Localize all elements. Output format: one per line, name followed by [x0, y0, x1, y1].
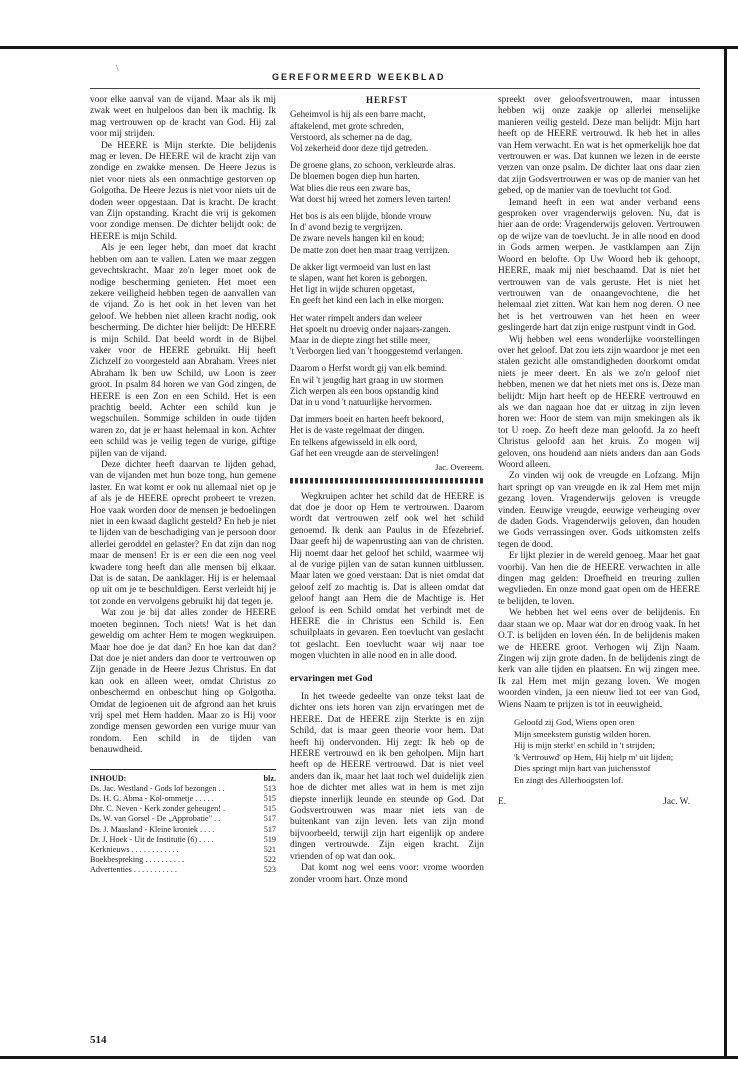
toc-item-page: 517 — [263, 814, 276, 824]
body-paragraph: Zo vinden wij ook de vreugde en Lofzang. Mijn hart springt op van vreugde en ik zal Hem met mijn gezang loven. Vragenderwijs geloven is vreugde vinden. Eeuwige vreugde, eeuwige verheuging over de daden Gods. Vragenderwijs geloven, dan houden we Gods verrassingen over. Gods uitkomsten zelfs tegen de dood. — [498, 471, 700, 550]
toc-item — [90, 865, 276, 875]
closing-poem-line: 'k Vertrouwd' op Hem, Hij hielp m' uit lijden; — [514, 751, 674, 762]
toc-item — [90, 814, 276, 824]
toc-item-page: 515 — [263, 793, 276, 803]
poem-title: HERFST — [365, 95, 408, 105]
poem-stanza — [290, 313, 484, 358]
toc-item-title: Ds. J. Maasland - Kleine kroniek . . . . — [90, 824, 215, 834]
poem-line: Het ligt in wijde schuren opgetast, — [290, 284, 415, 295]
middle-paragraphs-b — [290, 692, 484, 886]
body-paragraph: In het tweede gedeelte van onze tekst laat de dichter ons iets horen van zijn ervaringen met de HEERE. Dat de HEERE zijn Sterkte is en zijn Schild, dat is maar geen theorie voor hem. Dat heeft hij ondervonden. Hij zegt: Ik heb op de HEERE vertrouwd en ik ben geholpen. Mijn hart heeft op de HEERE vertrouwd. Dat is niet veel anders dan ik, maar het laat toch wel duidelijk zien hoe de dichter met alles wat in hem is met zijn diepste innerlijk leunde en steunde op God. Dat Godsvertrouwen was maar niet iets van de buitenkant van zijn leven. Iets van zijn mond bijvoorbeeld, terwijl zijn hart eigenlijk op andere dingen vertrouwde. Zijn eigen kracht. Zijn vrienden of op wat dan ook. — [290, 692, 484, 862]
toc-item-title: Ds. Jac. Westland - Gods lof bezongen . . — [90, 783, 225, 793]
poem-line: Het water rimpelt anders dan weleer — [290, 312, 423, 323]
top-border-rule — [0, 46, 738, 49]
toc-item-title: Boekbespreking . . . . . . . . . . — [90, 855, 185, 865]
poem-line: aftakelend, met grote schreden, — [290, 120, 404, 131]
poem-line: Gaf het een vreugde aan de stervelingen! — [290, 447, 439, 458]
poem-line: Maar in de diepte zingt het stille meer, — [290, 335, 431, 346]
right-column — [498, 95, 700, 808]
right-paragraphs — [498, 95, 700, 711]
toc-item-page: 517 — [263, 824, 276, 834]
body-paragraph: Dat komt nog wel eens voor: vrome woorden zonder vroom hart. Onze mond — [290, 863, 484, 885]
toc-heading: INHOUD: — [90, 773, 127, 783]
toc-page-heading: blz. — [263, 773, 276, 783]
middle-column — [290, 95, 484, 886]
body-paragraph: Wat zou je bij dat alles zonder de HEERE moeten beginnen. Toch niets! Wat is het dan geweldig om achter Hem te mogen wegkruipen. Maar hoe doe je dat dan? En hoe kan dat dan? Dat doe je niet anders dan door te vertrouwen op Zijn genade in de Heere Jezus Christus. En dat kan ook en alleen weer, omdat Christus zo onbeschermd en onbeschut hing op Golgotha. Omdat de legioenen uit de afgrond aan het kruis vrij spel met Hem hadden. Maar zo is Hij voor zondige mensen geworden een vurige muur van rondom. Een schild in de tijden van benauwdheid. — [90, 608, 276, 756]
poem-line: Daarom o Herfst wordt gij van elk bemind. — [290, 363, 448, 374]
signature-row — [498, 797, 700, 808]
poem-stanza — [290, 262, 484, 307]
toc-item-title: Dr. J. Hoek - Uit de Institutie (6) . . . . — [90, 834, 214, 844]
body-paragraph: Als je een leger hebt, dan moet dat kracht hebben om aan te vallen. Laten we maar zeggen gevechtskracht. Maar zo'n leger moet ook de nodige bescherming genieten. Het moet een zekere veiligheid hebben tegen de aanvallen van de vijand. Zo is het ook in het leven van het geloof. We hebben niet alleen kracht nodig, ook bescherming. De dichter hier belijdt: De HEERE is mijn Schild. Dat beeld wordt in de Bijbel vaker voor de HEERE gebruikt. Hij heeft Zichzelf zo voorgesteld aan Abraham. Vrees niet Abraham Ik ben uw Schild, uw Loon is zeer groot. In psalm 84 horen we van God zingen, de HEERE is een Zon en een Schild. Het is een prachtig beeld. Achter een schild kun je wegschuilen. Sommige schilden in oude tijden waren zo, dat je er haast helemaal in kon. Achter een schild was je veilig tegen de vurige, giftige pijlen van de vijand. — [90, 243, 276, 459]
toc-item-page: 513 — [263, 783, 276, 793]
body-paragraph: Wegkruipen achter het schild dat de HEERE is dat doe je door op Hem te vertrouwen. Daarom wordt dat vertrouwen zelf ook wel het schild genoemd. Ik denk aan Paulus in de Efezebrief. Daar geeft hij de wapenrusting aan van de christen. Hij noemt daar het geloof het schild, waarmee wij al de vurige pijlen van de satan kunnen uitblussen. Maar laten we goed verstaan: Dat is niet omdat dat geloof zelf zo machtig is. Dat is alleen omdat dat geloof hangt aan Hem die de Machtige is. Het geloof is een Schild omdat het verbindt met de HEERE die in Christus een Schild is. Een schuilplaats in gevaren. Een toevlucht van geslacht tot geslacht. Een toevlucht waar wij naar toe mogen vluchten in alle nood en in alle dood. — [290, 491, 484, 662]
toc-item — [90, 784, 276, 794]
body-paragraph: We hebben het wel eens over de belijdenis. En daar staan we op. Maar wat dor en droog vaak. In het O.T. is belijden en loven één. In de belijdenis maken we de HEERE groot. Verhogen wij Zijn Naam. Zingen wij zijn grote daden. In de belijdenis zingt de kerk van alle tijden en plaatsen. En wij zingen mee. Ik zal Hem met mijn gezang loven. We mogen woorden vinden, ja een nieuw lied tot eer van God, Wiens Naam te prijzen is tot in eeuwigheid. — [498, 608, 700, 710]
poem-line: En wil 't jeugdig hart graag in uw stormen — [290, 374, 444, 385]
closing-poem-line: Dies springt mijn hart van juichensstof — [514, 763, 651, 774]
signature-initial: E. — [498, 796, 507, 807]
poem-author: Jac. Overeem. — [435, 462, 484, 473]
toc-item-title: Ds. H. G. Abma - Kol-ommetje . . . . . — [90, 793, 214, 803]
poem-line: De matte zon doet hen maar traag verrijzen. — [290, 244, 450, 255]
closing-poem — [514, 717, 700, 787]
middle-paragraphs-a — [290, 492, 484, 663]
toc-item-page: 521 — [263, 844, 276, 854]
body-paragraph: De HEERE is Mijn sterkte. Die belijdenis mag er leven. De HEERE wil de kracht zijn van zondige en zwakke mensen. De Heere Jezus is niet voor niets als een onmachtige gestorven op Golgotha. De Heere Jezus is niet voor niets uit de doden weer opgestaan. Dat is kracht. De kracht van Zijn opstanding. Kracht die vrij is gekomen voor zondige mensen. De dichter belijdt ook: de HEERE is mijn Schild. — [90, 140, 276, 242]
toc-item-page: 523 — [263, 865, 276, 875]
decorative-divider — [290, 478, 484, 484]
closing-poem-line: En zingt des Allerhoogsten lof. — [514, 774, 624, 785]
poem-line: De groene glans, zo schoon, verkleurde alras. — [290, 160, 456, 171]
poem-line: Dat immers boeit en harten heeft bekoord, — [290, 414, 444, 425]
poem-line: De akker ligt vermoeid van lust en last — [290, 261, 431, 272]
poem-line: Verstoord, als schemer na de dag, — [290, 131, 412, 142]
body-paragraph: Deze dichter heeft daarvan te lijden gehad, van de vijanden met hun boze tong, hun gemene laster. En wat komt er ook nu allemaal niet op je af als je de HEERE oprecht probeert te vrezen. Hoe vaak worden door de mensen je bedoelingen niet in een kwaad daglicht gesteld? En heb je niet te lijden van de beschadiging van je persoon door allerlei geroddel en gelaster? En dat zijn dan nog maar de mensen! Er is er een die een nog veel kwadere tong heeft dan alle mensen bij elkaar. Dat is de satan. De aanklager. Hij is er helemaal op uit om je te beschuldigen. Eerst verleidt hij je tot zonde en vervolgens gebruikt hij dat tegen je. — [90, 460, 276, 607]
running-header-title: GEREFORMEERD WEEKBLAD — [272, 72, 446, 82]
poem-stanzas — [290, 109, 484, 459]
poem-line: Het is de vaste regelmaat der dingen. — [290, 425, 425, 436]
poem-line: In d' avond bezig te vergrijzen. — [290, 222, 403, 233]
toc-item — [90, 855, 276, 865]
poem-line: 't Verborgen lied van 't hooggestemd verlangen. — [290, 346, 463, 357]
body-paragraph: Wij hebben wel eens wonderlijke voorstellingen over het geloof. Dat zou iets zijn waardoor je met een stalen gezicht alle omstandigheden doorkomt omdat niets je meer deert. En als we zo'n geloof niet hebben, menen we dat het niets met ons is. Deze man belijdt: Mijn hart heeft op de HEERE vertrouwd en als we dan nagaan hoe dat er uitzag in zijn leven horen we: Hoor de stem van mijn smekingen als ik tot U roep. Zo heeft deze man geloofd. Ja zo heeft Christus geloofd aan het kruis. Zo mogen wij geloven, ons houdend aan niets anders dan aan Gods Woord alleen. — [498, 334, 700, 470]
toc-item — [90, 825, 276, 835]
body-paragraph: spreekt over geloofsvertrouwen, maar intussen hebben wij onze zaakje op allerlei menselijke manieren veilig gesteld. Deze man belijdt: Mijn hart heeft op de HEERE vertrouwd. Ik heb het in alles van Hem verwacht. En wat is het opmerkelijk hoe dat vertrouwen er was. Dat kunnen we lezen in de eerste verzen van onze psalm. De dichter laat ons daar zien dat zijn Godsvertrouwen er was op de manier van het gebed, op de manier van de toevlucht tot God. — [498, 95, 700, 197]
left-column — [90, 95, 276, 876]
poem-line: Wat blies die reus een zware bas, — [290, 182, 411, 193]
poem-stanza — [290, 160, 484, 205]
poem-line: De bloemen bogen diep hun harten. — [290, 171, 420, 182]
section-subheading: ervaringen met God — [290, 672, 373, 684]
poem-line: te slapen, want het koren is geborgen. — [290, 273, 428, 284]
left-paragraphs — [90, 95, 276, 757]
corner-mark: \ — [116, 63, 119, 73]
poem-line: Dat in u vond 't natuurlijke hervormen. — [290, 397, 432, 408]
poem-line: De zware nevels hangen kil en koud; — [290, 233, 425, 244]
poem-line: Het bos is als een blijde, blonde vrouw — [290, 211, 432, 222]
table-of-contents — [90, 769, 276, 876]
toc-item — [90, 804, 276, 814]
page-number: 514 — [90, 1034, 107, 1046]
toc-item-page: 515 — [263, 804, 276, 814]
poem-stanza — [290, 414, 484, 459]
toc-item-title: Kerknieuws . . . . . . . . . . . . — [90, 844, 179, 854]
poem-line: Vol zekerheid door deze tijd getreden. — [290, 143, 429, 154]
closing-poem-line: Mijn smeekstem gunstig wilden horen. — [514, 728, 652, 739]
poem-line: Zich werpen als een boos opstandig kind — [290, 385, 439, 396]
toc-item-page: 519 — [263, 834, 276, 844]
closing-poem-line: Hij is mijn sterkt' en schild in 't strijden; — [514, 740, 655, 751]
poem-stanza — [290, 211, 484, 256]
toc-item-title: Advertenties . . . . . . . . . . . — [90, 865, 177, 875]
poem-line: Geheimvol is hij als een barre macht, — [290, 109, 426, 120]
bottom-border-rule — [0, 1056, 738, 1059]
toc-item-title: Dhr. C. Neven - Kerk zonder geheugen! . — [90, 804, 226, 814]
body-paragraph: voor elke aanval van de vijand. Maar als ik mij zwak weet en hulpeloos dan ben ik machtig. Ik mag vertrouwen op de kracht van God. Hij zal voor mij strijden. — [90, 95, 276, 140]
closing-poem-line: Geloofd zij God, Wiens open oren — [514, 716, 635, 727]
toc-item — [90, 845, 276, 855]
toc-list — [90, 784, 276, 876]
poem-stanza — [290, 109, 484, 154]
toc-item — [90, 835, 276, 845]
toc-item-title: Ds. W. van Gorsel - De „Approbatie" . . — [90, 814, 221, 824]
poem-line: En geeft het kind een lach in elke morgen. — [290, 295, 444, 306]
body-paragraph: Er lijkt plezier in de wereld genoeg. Maar het gaat voorbij. Van hen die de HEERE verwachten in alle dingen mag gelden: Droefheid en treuring zullen wegvlieden. En onze mond gaat open om de HEERE te belijden, te loven. — [498, 551, 700, 607]
right-border-rule — [724, 46, 727, 1059]
poem-line: Wat dorst hij wreed het zomers leven tarten! — [290, 193, 452, 204]
poem-line: En telkens afgewisseld in elk oord, — [290, 436, 418, 447]
poem-line: Het spoelt nu droevig onder najaars-zangen. — [290, 323, 451, 334]
signature-author: Jac. W. — [663, 796, 690, 807]
body-paragraph: Iemand heeft in een wat ander verband eens gesproken over vragenderwijs geloven. Nu, dat is hier aan de orde: Vragenderwijs geloven. Vertrouwen op de wijze van de toevlucht. Je in alle nood en dood in Gods armen werpen. Je vastklampen aan Zijn Woord en belofte. Op Uw Woord heb ik gehoopt, HEERE, maak mij niet beschaamd. Dat is niet het vertrouwen van de vals geruste. Het is niet het vertrouwen van de onaangevochtene, die het helemaal ziet zitten. Wat kan hem nog deren. O nee het is het vertrouwen van het heen en weer geslingerde hart dat zijn enige rustpunt vindt in God. — [498, 197, 700, 334]
toc-item — [90, 794, 276, 804]
header-rule — [90, 88, 700, 89]
poem-stanza — [290, 363, 484, 408]
toc-header — [90, 774, 276, 784]
toc-item-page: 522 — [263, 855, 276, 865]
